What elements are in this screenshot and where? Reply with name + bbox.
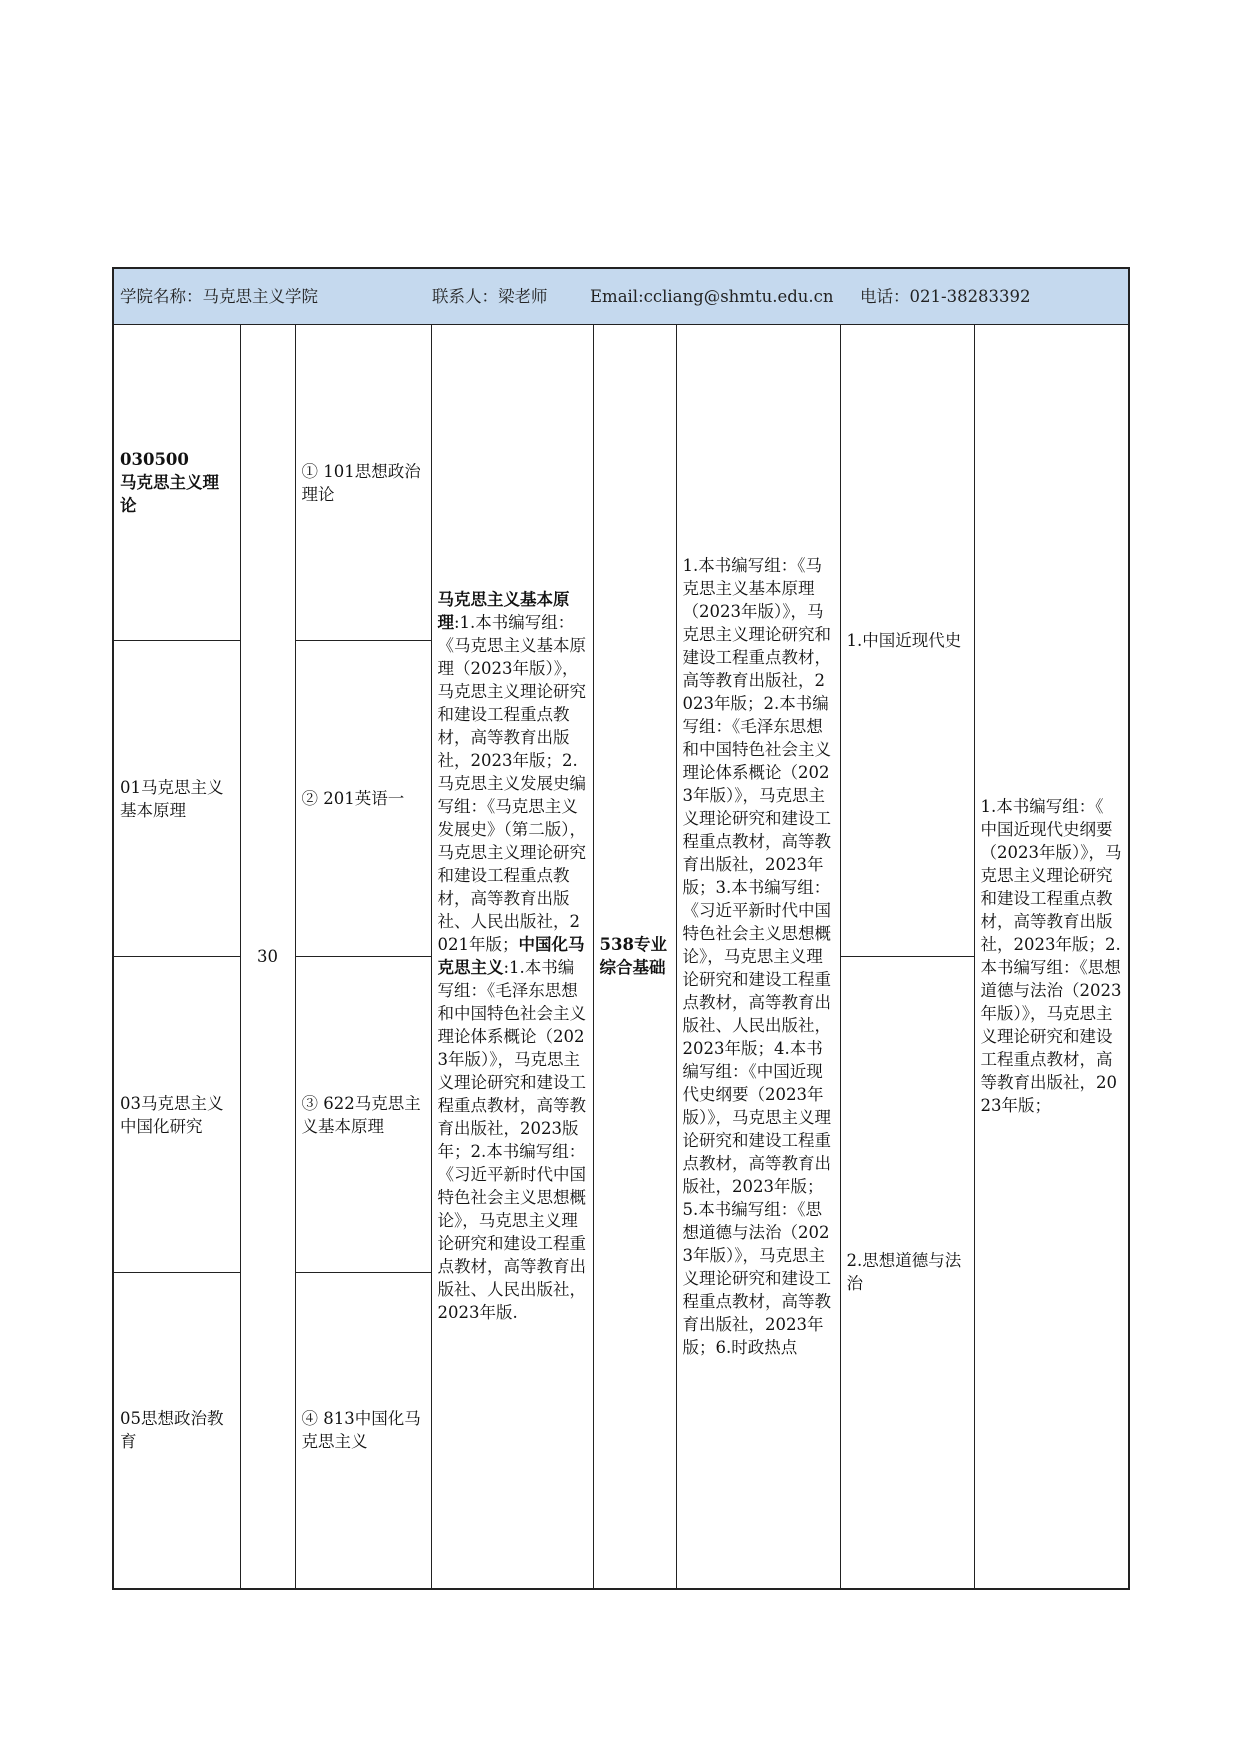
contact-person: 联系人：梁老师 (432, 287, 548, 306)
exam-books-part2-text: :1.本书编写组：《毛泽东思想和中国特色社会主义理论体系概论（2023年版）》，马克思主义理论研究和建设工程重点教材，高等教育出版社，2023版年；2.本书编写组：《习近平新时代中国特色社会主义思想概论》，马克思主义理论研究和建设工程重点教材，高等教育出版社、人民出版社，2023年版. (437, 958, 586, 1323)
exam-subject-1: ① 101思想政治理论 (295, 325, 431, 641)
exam-subject-4: ④ 813中国化马克思主义 (295, 1273, 431, 1589)
exam-books-part1-text: :1.本书编写组：《马克思主义基本原理（2023年版）》，马克思主义理论研究和建设工程重点教材，高等教育出版社，2023年版；2.马克思主义发展史编写组：《马克思主义发展史》（第二版），马克思主义理论研究和建设工程重点教材，高等教育出版社、人民出版社，2021年版； (437, 613, 586, 955)
addon-books: 1.本书编写组：《 中国近现代史纲要（2023年版）》，马克思主义理论研究和建设工程重点教材，高等教育出版社，2023年版；2.本书编写组：《思想道德与法治（2023年版）》，马克思主义理论研究和建设工程重点教材，高等教育出版社，2023年版； (974, 325, 1129, 1589)
contact-email: Email:ccliang@shmtu.edu.cn (590, 287, 834, 306)
exam-subject-2: ② 201英语一 (295, 641, 431, 957)
college-name: 学院名称：马克思主义学院 (120, 287, 318, 306)
exam-subject-3: ③ 622马克思主义基本原理 (295, 957, 431, 1273)
retest-subject: 538专业综合基础 (593, 325, 676, 1589)
direction-01: 01马克思主义基本原理 (113, 641, 240, 957)
direction-05: 05思想政治教育 (113, 1273, 240, 1589)
college-header-row (113, 268, 1129, 325)
major-name: 马克思主义理论 (120, 473, 219, 515)
admission-table (112, 267, 1130, 1590)
exam-books-cell (431, 325, 593, 1589)
major-code: 030500 (120, 450, 189, 469)
addon-subject-2: 2.思想道德与法治 (840, 957, 974, 1589)
college-header (113, 268, 1129, 325)
exam-books-part2-title: 中国化马克思主义 (437, 935, 585, 978)
table-row (113, 325, 1129, 641)
retest-books: 1.本书编写组：《马克思主义基本原理（2023年版）》，马克思主义理论研究和建设工程重点教材，高等教育出版社，2023年版；2.本书编写组：《毛泽东思想和中国特色社会主义理论体系概论（2023年版）》，马克思主义理论研究和建设工程重点教材，高等教育出版社，2023年版；3.本书编写组：《习近平新时代中国特色社会主义思想概论》，马克思主义理论研究和建设工程重点教材，高等教育出版社、人民出版社，2023年版；4.本书编写组：《中国近现代史纲要（2023年版）》，马克思主义理论研究和建设工程重点教材，高等教育出版社，2023年版；5.本书编写组：《思想道德与法治（2023年版）》，马克思主义理论研究和建设工程重点教材，高等教育出版社，2023年版；6.时政热点 (676, 325, 840, 1589)
addon-subject-1: 1.中国近现代史 (840, 325, 974, 957)
major-cell (113, 325, 240, 641)
quota-cell: 30 (240, 325, 295, 1589)
contact-phone: 电话：021-38283392 (860, 287, 1031, 306)
direction-03: 03马克思主义中国化研究 (113, 957, 240, 1273)
exam-books-part1-title: 马克思主义基本原理 (437, 590, 570, 633)
